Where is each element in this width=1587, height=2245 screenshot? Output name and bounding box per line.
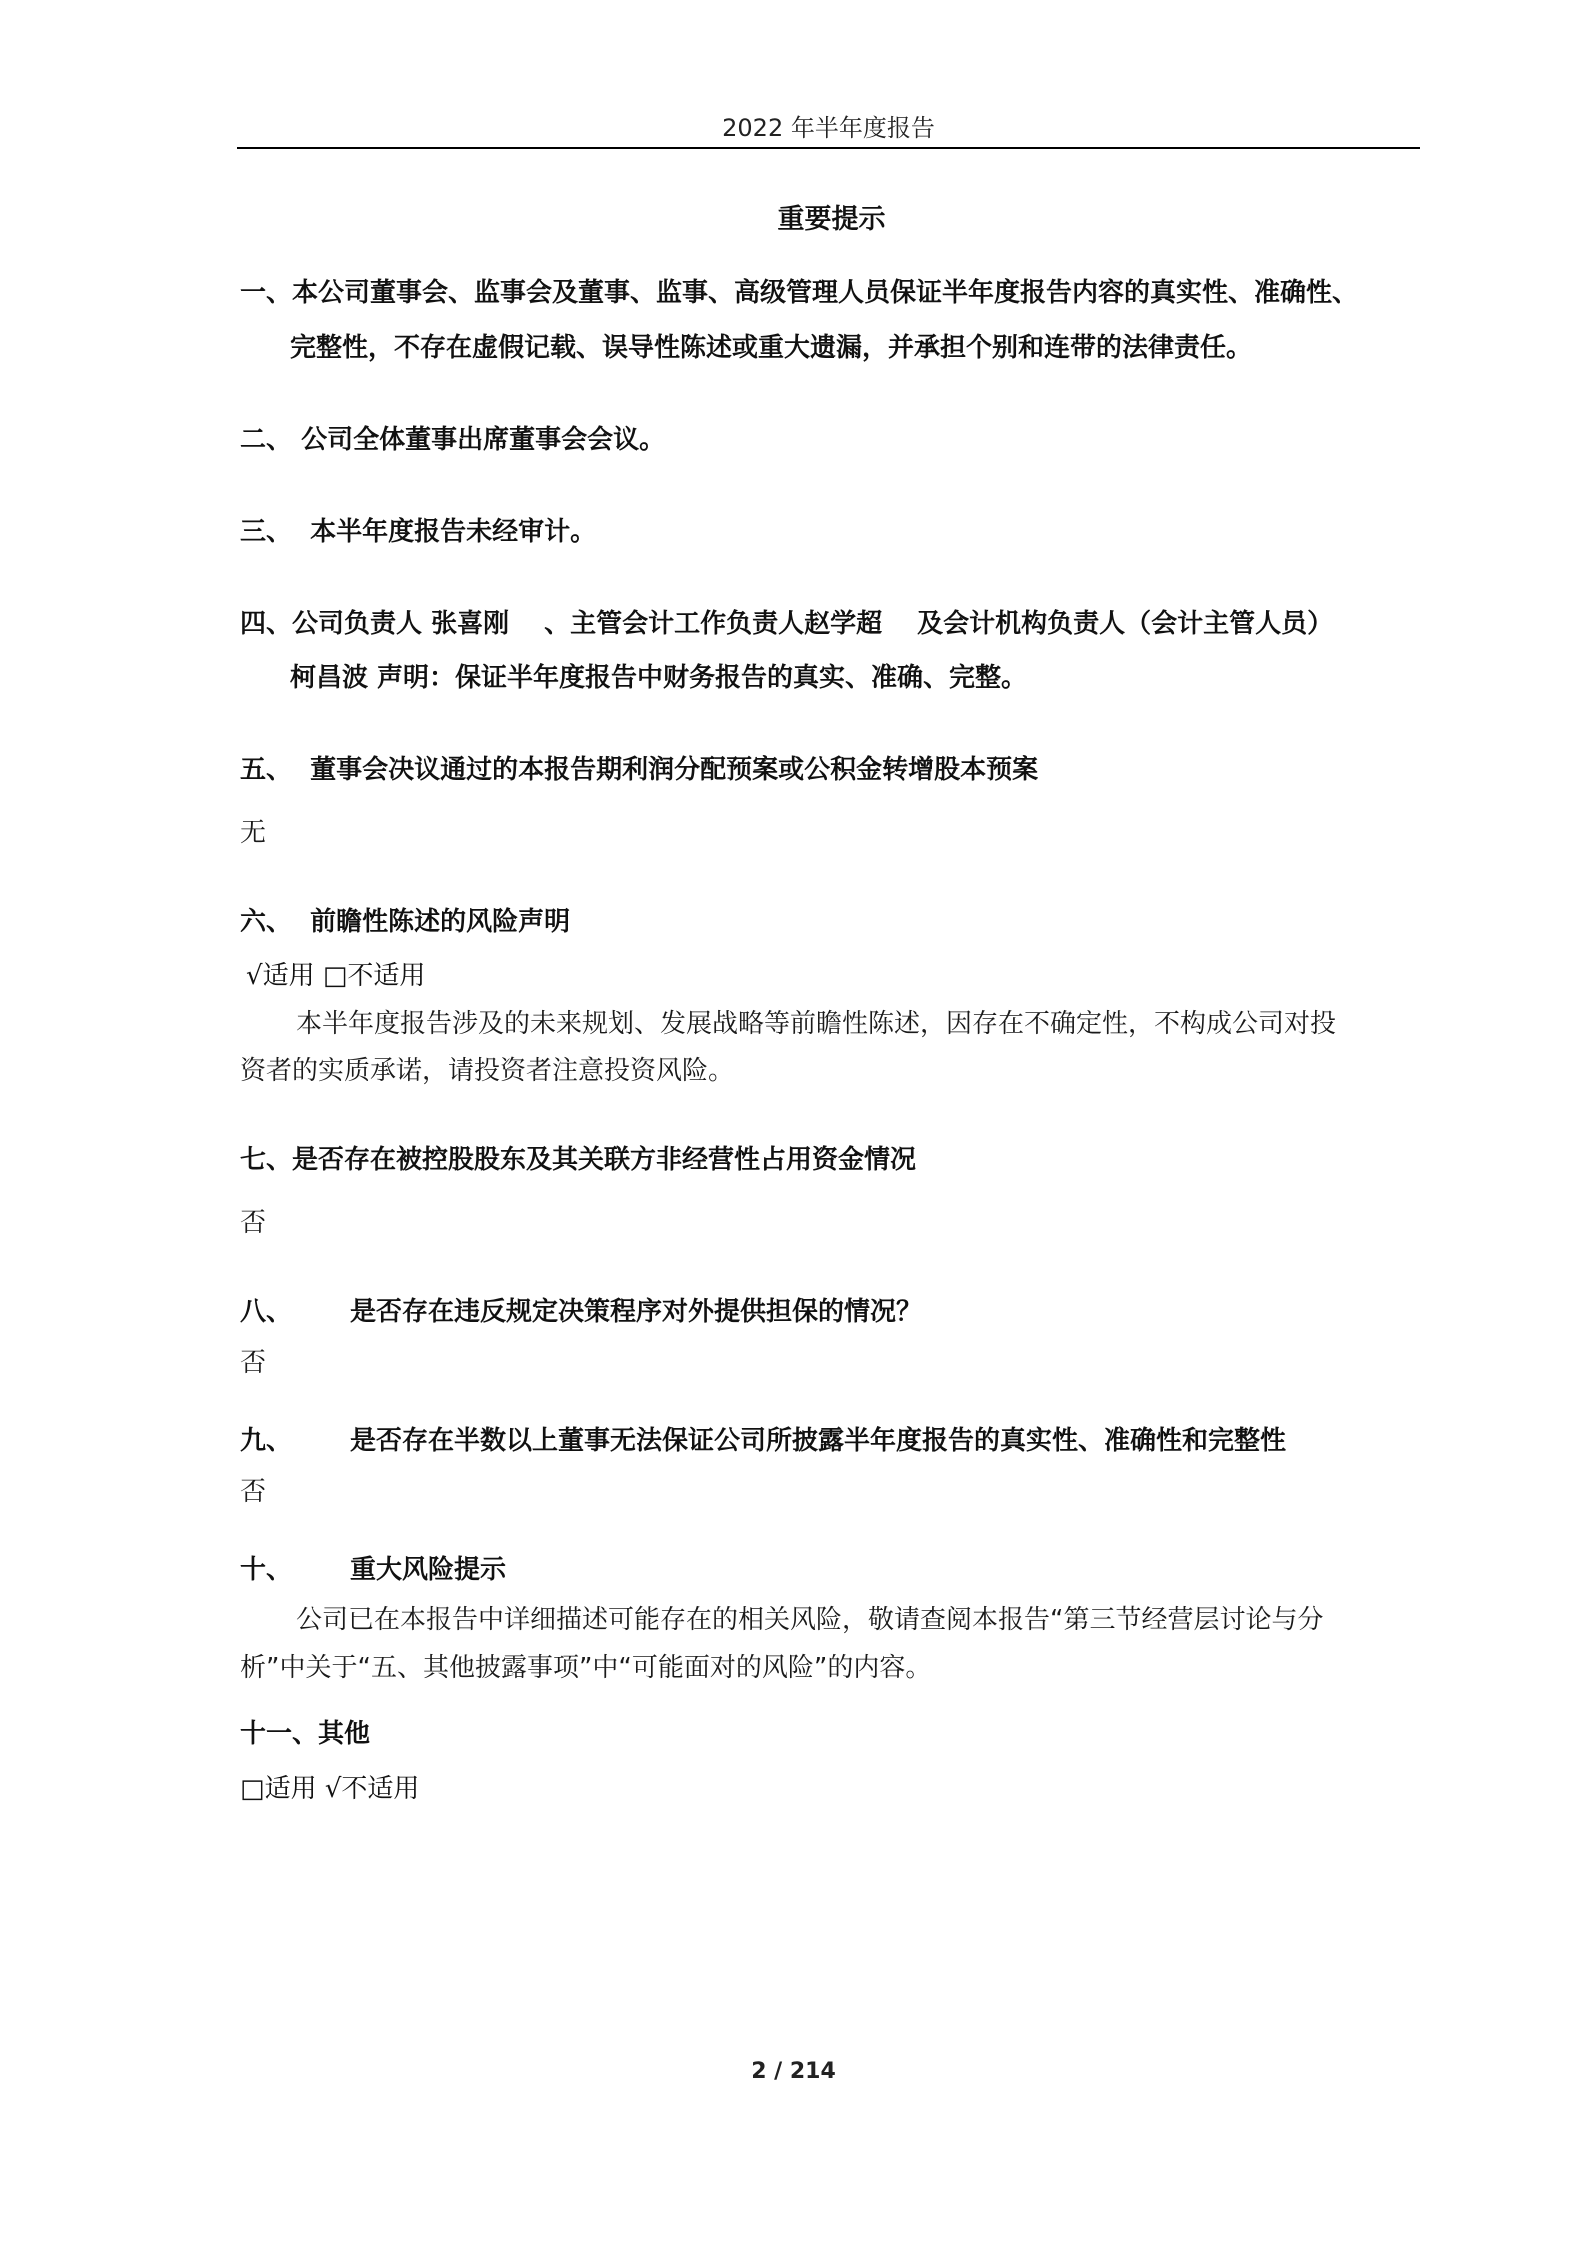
section-4-text-1: 公司负责人 张喜刚 、主管会计工作负责人赵学超 及会计机构负责人（会计主管人员） <box>292 609 1334 639</box>
section-5-number: 五、 <box>240 755 293 785</box>
section-7-number: 七、 <box>240 1145 293 1175</box>
section-6-paragraph-line-1: 本半年度报告涉及的未来规划、发展战略等前瞻性陈述，因存在不确定性，不构成公司对投 <box>296 1009 1337 1039</box>
section-3-text: 本半年度报告未经审计。 <box>310 517 597 547</box>
section-8 <box>240 1295 922 1329</box>
section-6-number: 六、 <box>240 907 293 937</box>
section-9-text: 是否存在半数以上董事无法保证公司所披露半年度报告的真实性、准确性和完整性 <box>350 1426 1287 1456</box>
section-9-number: 九、 <box>240 1426 293 1456</box>
section-2 <box>240 423 665 457</box>
section-1-number: 一、 <box>240 278 293 308</box>
section-6-applicability: √适用 □不适用 <box>246 961 426 991</box>
section-6 <box>240 905 570 939</box>
section-9 <box>240 1424 1286 1458</box>
section-5-text: 董事会决议通过的本报告期利润分配预案或公积金转增股本预案 <box>310 755 1039 785</box>
section-10-paragraph-line-2: 析”中关于“五、其他披露事项”中“可能面对的风险”的内容。 <box>240 1653 932 1683</box>
section-10-number: 十、 <box>240 1555 293 1585</box>
section-1-text-1: 本公司董事会、监事会及董事、监事、高级管理人员保证半年度报告内容的真实性、准确性、 <box>292 278 1359 308</box>
section-11 <box>240 1717 370 1751</box>
section-9-answer: 否 <box>240 1477 267 1507</box>
section-11-applicability: □适用 √不适用 <box>240 1774 420 1804</box>
section-4-line-2: 柯昌波 声明：保证半年度报告中财务报告的真实、准确、完整。 <box>290 663 1028 693</box>
section-1-line-2: 完整性，不存在虚假记载、误导性陈述或重大遗漏，并承担个别和连带的法律责任。 <box>290 333 1253 363</box>
section-4-number: 四、 <box>240 609 293 639</box>
section-11-number: 十一、 <box>240 1719 319 1749</box>
section-7-text: 是否存在被控股股东及其关联方非经营性占用资金情况 <box>292 1145 917 1175</box>
section-10-text: 重大风险提示 <box>350 1555 507 1585</box>
section-4-line-1 <box>240 607 1333 641</box>
header-rule <box>237 147 1420 149</box>
section-10-paragraph-line-1: 公司已在本报告中详细描述可能存在的相关风险，敬请查阅本报告“第三节经营层讨论与分 <box>296 1605 1324 1635</box>
section-7 <box>240 1143 916 1177</box>
section-7-answer: 否 <box>240 1208 267 1238</box>
section-8-answer: 否 <box>240 1348 267 1378</box>
section-3 <box>240 515 596 549</box>
section-6-paragraph-line-2: 资者的实质承诺，请投资者注意投资风险。 <box>240 1056 735 1086</box>
section-11-text: 其他 <box>318 1719 371 1749</box>
section-6-text: 前瞻性陈述的风险声明 <box>310 907 571 937</box>
section-2-number: 二、 <box>240 425 293 455</box>
section-8-text: 是否存在违反规定决策程序对外提供担保的情况？ <box>350 1297 923 1327</box>
page-title: 重要提示 <box>777 204 886 235</box>
section-3-number: 三、 <box>240 517 293 547</box>
section-8-number: 八、 <box>240 1297 293 1327</box>
section-1-line-1 <box>240 276 1358 310</box>
section-5-answer: 无 <box>240 818 267 848</box>
running-header: 2022 年半年度报告 <box>722 114 935 142</box>
section-5 <box>240 753 1038 787</box>
section-10 <box>240 1553 506 1587</box>
page-number: 2 / 214 <box>751 2059 836 2084</box>
section-2-text: 公司全体董事出席董事会会议。 <box>301 425 666 455</box>
